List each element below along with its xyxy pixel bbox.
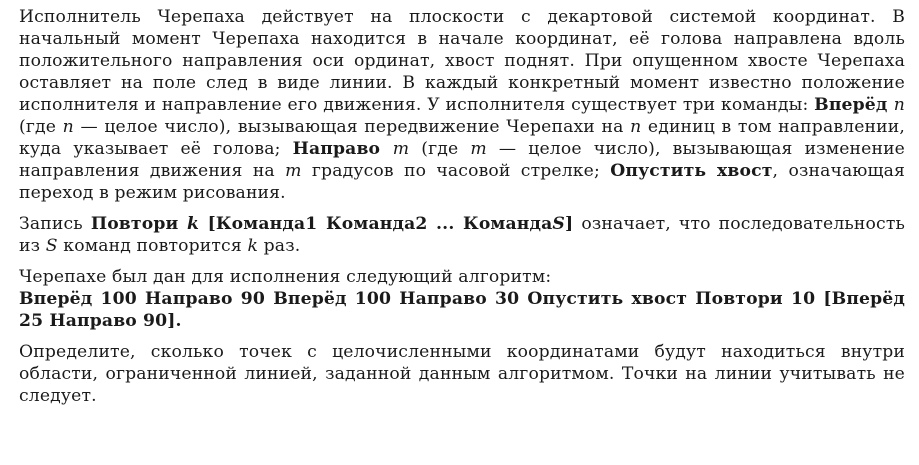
intro-text: , означающая переход в режим рисования. — [19, 161, 906, 203]
repeat-text: раз. — [258, 236, 301, 256]
given-text: Черепахе был дан для исполнения следующий алгоритм: — [19, 267, 552, 287]
intro-text: (где — [409, 139, 471, 159]
question-paragraph — [19, 341, 905, 407]
var-n: n — [893, 95, 905, 115]
var-m: m — [285, 161, 302, 181]
command-list: [Команда1 Команда2 ... Команда — [199, 214, 553, 234]
repeat-paragraph — [19, 213, 905, 257]
intro-text: Исполнитель Черепаха действует на плоскости с декартовой системой координат. В начальный момент Черепаха находится в начале координат, её голова направлена вдоль положительного направления оси ординат, хвост поднят. При опущенном хвосте Черепаха оставляет на поле след в виде линии. В каждый конкретный момент известно положение исполнителя и направление его движения. У исполнителя существует три команды: — [19, 7, 905, 115]
intro-text: — целое число), вызывающая передвижение Черепахи на — [73, 117, 631, 137]
question-text: Определите, сколько точек с целочисленными координатами будут находиться внутри области, ограниченной линией, заданной данным алгоритмом. Точки на линии учитывать не следует. — [19, 342, 905, 406]
command-tail-down: Опустить хвост — [610, 161, 773, 181]
command-repeat: Повтори — [90, 214, 187, 234]
command-list-close: ] — [564, 214, 574, 234]
repeat-text: команд повторится — [57, 236, 248, 256]
command-forward: Вперёд — [814, 95, 894, 115]
algorithm-text: Вперёд 100 Направо 90 Вперёд 100 Направо 30 Опустить хвост Повтори 10 [Вперёд 25 Направо 90]. — [19, 289, 905, 331]
command-right: Направо — [292, 139, 393, 159]
repeat-text: означает, что последовательность из — [19, 214, 905, 256]
var-m: m — [392, 139, 410, 159]
var-m: m — [470, 139, 487, 159]
algorithm-paragraph — [19, 288, 905, 332]
var-k: k — [247, 236, 259, 256]
var-S: S — [45, 236, 58, 256]
var-n: n — [630, 117, 642, 137]
var-k: k — [186, 214, 200, 234]
var-S: S — [552, 214, 565, 234]
intro-paragraph — [19, 6, 905, 204]
intro-text: — целое число), вызывающая изменение направления движения на — [19, 139, 906, 181]
given-paragraph — [19, 266, 905, 288]
intro-text: градусов по часовой стрелке; — [301, 161, 611, 181]
repeat-text: Запись — [19, 214, 91, 234]
intro-text: единиц в том направлении, куда указывает её голова; — [19, 117, 905, 159]
var-n: n — [62, 117, 74, 137]
intro-text: (где — [19, 117, 63, 137]
